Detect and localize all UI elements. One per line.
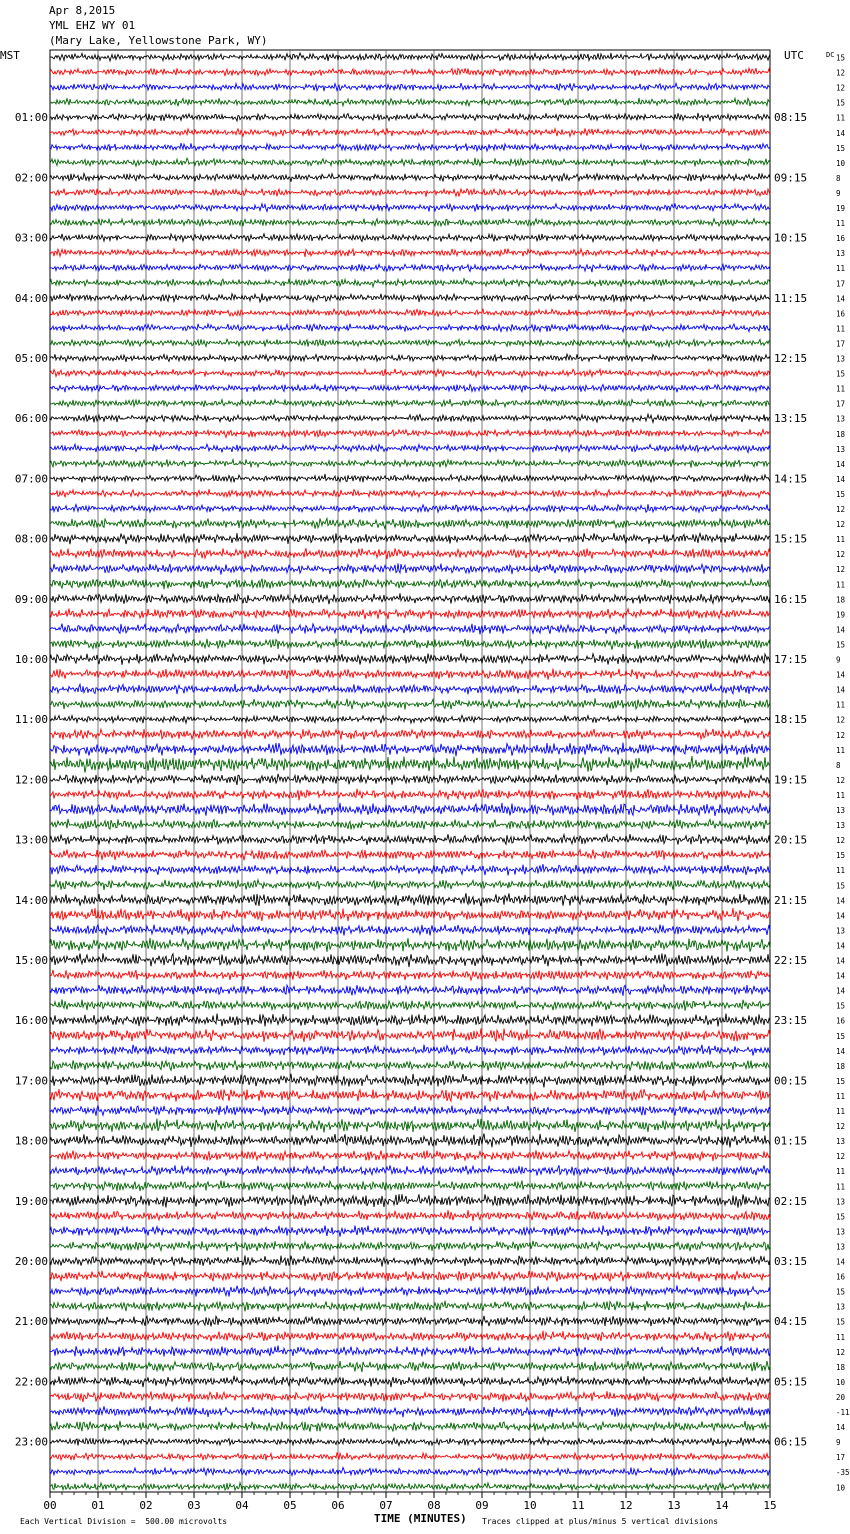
trace-line (50, 834, 770, 845)
dc-offset-label: 14 (836, 971, 846, 981)
left-hour-label: 08:00 (14, 532, 48, 546)
left-hour-label: 18:00 (14, 1134, 48, 1148)
trace-line (50, 294, 770, 303)
trace-line (50, 385, 770, 393)
dc-offset-label: -35 (836, 1468, 850, 1478)
dc-offset-label: 12 (836, 505, 846, 514)
left-hour-label: 23:00 (14, 1435, 48, 1449)
trace-line (50, 143, 770, 151)
trace-line (50, 880, 770, 890)
trace-line (50, 324, 770, 332)
left-hour-label: 22:00 (14, 1375, 48, 1389)
dc-offset-label: 16 (836, 309, 846, 319)
dc-offset-label: 11 (836, 535, 846, 545)
left-hour-label: 04:00 (14, 291, 48, 305)
right-hour-label: 04:15 (774, 1315, 808, 1329)
footer-scale-note: Each Vertical Division = 500.00 microvolts (20, 1517, 228, 1526)
left-hour-label: 09:00 (14, 592, 48, 606)
trace-line (50, 519, 770, 529)
trace-line (50, 1105, 770, 1116)
trace-line (50, 609, 770, 620)
right-hour-label: 22:15 (774, 954, 808, 967)
dc-offset-label: 11 (836, 1107, 846, 1116)
right-hour-label: 01:15 (774, 1134, 808, 1148)
dc-offset-label: 13 (836, 1302, 846, 1312)
dc-offset-label: 15 (836, 53, 846, 63)
dc-offset-label: 14 (836, 128, 846, 138)
dc-offset-label: 10 (836, 1483, 846, 1493)
dc-offset-label: 11 (836, 1332, 846, 1342)
right-hour-label: 12:15 (774, 352, 808, 365)
dc-offset-label: 13 (836, 1242, 846, 1252)
footer-clip-note: Traces clipped at plus/minus 5 vertical divisions (482, 1517, 719, 1526)
dc-offset-label: 18 (836, 1362, 846, 1372)
dc-offset-label: 12 (836, 1122, 846, 1132)
trace-line (50, 789, 770, 800)
dc-offset-label: 12 (836, 1347, 846, 1357)
dc-offset-label: 14 (836, 1046, 846, 1056)
dc-offset-label: 9 (836, 1438, 841, 1448)
dc-offset-label: 14 (836, 956, 846, 966)
trace-line (50, 1391, 770, 1402)
trace-line (50, 128, 770, 136)
trace-line (50, 563, 770, 574)
dc-offset-label: 15 (836, 1212, 846, 1222)
trace-line (50, 1483, 770, 1491)
dc-offset-label: 10 (836, 1377, 846, 1387)
right-hour-label: 14:15 (774, 472, 808, 486)
trace-line (50, 669, 770, 680)
dc-offset-label: 16 (836, 1016, 846, 1026)
trace-line (50, 1165, 770, 1175)
dc-offset-label: 12 (836, 520, 846, 530)
trace-line (50, 925, 770, 936)
dc-offset-label: 14 (836, 459, 846, 469)
dc-offset-label: -11 (836, 1408, 850, 1417)
trace-line (50, 113, 770, 121)
trace-line (50, 399, 770, 407)
trace-line (50, 369, 770, 377)
dc-offset-label: 12 (836, 730, 846, 740)
dc-offset-label: 11 (836, 264, 846, 274)
station-location: (Mary Lake, Yellowstone Park, WY) (49, 34, 268, 47)
trace-line (50, 68, 770, 76)
x-tick-label: 03 (187, 1499, 201, 1512)
trace-line (50, 864, 770, 875)
x-tick-label: 02 (139, 1499, 153, 1512)
trace-line (50, 1028, 770, 1042)
trace-line (50, 429, 770, 437)
right-hour-label: 16:15 (774, 592, 808, 606)
dc-offset-label: 18 (836, 1061, 846, 1071)
left-hour-label: 03:00 (14, 231, 48, 245)
left-hour-label: 10:00 (14, 653, 48, 666)
dc-offset-label: 14 (836, 1423, 846, 1433)
trace-line (50, 1225, 770, 1236)
x-tick-label: 15 (763, 1499, 777, 1512)
trace-line (50, 1256, 770, 1267)
dc-offset-label: 13 (836, 414, 846, 424)
dc-offset-label: 15 (836, 369, 846, 379)
trace-line (50, 624, 770, 635)
dc-offset-label: 18 (836, 429, 846, 439)
dc-offset-label: 15 (836, 1287, 846, 1297)
dc-offset-label: 12 (836, 83, 846, 93)
trace-line (50, 756, 770, 773)
dc-offset-label: 8 (836, 760, 841, 770)
x-tick-label: 07 (379, 1499, 393, 1512)
trace-line (50, 1210, 770, 1221)
right-hour-label: 23:15 (774, 1014, 808, 1028)
x-tick-label: 05 (283, 1499, 297, 1512)
dc-offset-label: 14 (836, 911, 846, 921)
dc-offset-label: 14 (836, 670, 846, 680)
right-hour-label: 17:15 (774, 653, 808, 666)
trace-line (50, 1331, 770, 1342)
dc-offset-label: 14 (836, 1257, 846, 1267)
trace-line (50, 953, 770, 967)
dc-offset-label: 13 (836, 1227, 846, 1237)
trace-line (50, 474, 770, 482)
dc-offset-label: 11 (836, 1182, 846, 1192)
dc-offset-label: 11 (836, 1167, 846, 1177)
trace-line (50, 970, 770, 980)
left-hour-label: 11:00 (14, 713, 48, 727)
trace-line (50, 339, 770, 347)
trace-line (50, 729, 770, 740)
dc-offset-label: 15 (836, 489, 846, 499)
left-hour-label: 14:00 (14, 893, 48, 907)
dc-offset-label: 17 (836, 399, 846, 409)
right-hour-label: 21:15 (774, 893, 808, 907)
left-hour-label: 13:00 (14, 833, 48, 847)
left-hour-label: 07:00 (14, 472, 48, 486)
trace-line (50, 1301, 770, 1312)
trace-line (50, 743, 770, 757)
right-hour-label: 10:15 (774, 231, 808, 245)
trace-line (50, 279, 770, 287)
dc-offset-label: 8 (836, 173, 841, 183)
trace-line (50, 1376, 770, 1388)
x-tick-label: 10 (523, 1499, 537, 1512)
dc-offset-label: 15 (836, 640, 846, 650)
trace-line (50, 1000, 770, 1011)
dc-offset-label: 11 (836, 113, 846, 123)
right-hour-label: 19:15 (774, 773, 808, 787)
dc-offset-label: 16 (836, 234, 846, 244)
dc-offset-label: 12 (836, 68, 846, 78)
dc-offset-label: 9 (836, 188, 841, 198)
left-axis-label: MST (0, 49, 20, 62)
dc-offset-label: 13 (836, 821, 846, 831)
dc-offset-label: 19 (836, 610, 846, 620)
dc-offset-label: 11 (836, 700, 846, 710)
dc-offset-label: 12 (836, 565, 846, 575)
x-tick-label: 01 (91, 1499, 105, 1512)
dc-offset-label: 9 (836, 655, 841, 665)
right-hour-label: 06:15 (774, 1435, 808, 1449)
trace-line (50, 849, 770, 860)
dc-offset-label: 15 (836, 143, 846, 153)
dc-offset-label: 15 (836, 98, 846, 108)
trace-line (50, 444, 770, 452)
trace-line (50, 698, 770, 709)
trace-line (50, 204, 770, 212)
trace-line (50, 1134, 770, 1148)
right-hour-label: 18:15 (774, 713, 808, 727)
left-hour-label: 15:00 (14, 954, 48, 967)
trace-line (50, 1074, 770, 1088)
trace-line (50, 504, 770, 512)
dc-offset-label: 14 (836, 896, 846, 906)
dc-offset-label: 13 (836, 806, 846, 815)
dc-offset-label: 13 (836, 1137, 846, 1147)
dc-offset-label: 13 (836, 1197, 846, 1207)
trace-line (50, 414, 770, 422)
dc-offset-label: 11 (836, 384, 846, 394)
dc-offset-label: 12 (836, 715, 846, 725)
right-axis-label: UTC (784, 49, 804, 62)
dc-offset-label: 12 (836, 1152, 846, 1162)
dc-offset-label: 13 (836, 249, 846, 259)
trace-line (50, 1452, 770, 1460)
dc-offset-label: 19 (836, 204, 846, 213)
x-tick-label: 13 (667, 1499, 681, 1512)
dc-offset-label: 11 (836, 745, 846, 755)
trace-line (50, 1438, 770, 1446)
chart-date: Apr 8,2015 (49, 4, 116, 17)
right-hour-label: 02:15 (774, 1194, 808, 1208)
right-hour-label: 11:15 (774, 291, 808, 305)
trace-line (50, 1316, 770, 1327)
dc-offset-label: 14 (836, 294, 846, 304)
trace-line (50, 173, 770, 181)
dc-offset-label: 17 (836, 1453, 846, 1463)
trace-line (50, 684, 770, 695)
left-hour-label: 19:00 (14, 1194, 48, 1208)
dc-offset-label: 11 (836, 790, 846, 800)
right-hour-label: 00:15 (774, 1074, 808, 1088)
left-hour-label: 12:00 (14, 773, 48, 787)
trace-line (50, 1180, 770, 1191)
dc-offset-label: 15 (836, 1031, 846, 1041)
trace-line (50, 548, 770, 559)
dc-offset-label: 16 (836, 1272, 846, 1282)
right-hour-label: 20:15 (774, 833, 808, 847)
dc-offset-label: 13 (836, 926, 846, 936)
x-tick-label: 14 (715, 1499, 729, 1512)
trace-line (50, 803, 770, 816)
x-tick-label: 09 (475, 1499, 489, 1512)
trace-line (50, 53, 770, 61)
dc-offset-label: 11 (836, 580, 846, 590)
dc-offset-label: 14 (836, 685, 846, 695)
left-hour-label: 06:00 (14, 412, 48, 426)
dc-offset-label: 15 (836, 851, 846, 861)
left-hour-label: 01:00 (14, 111, 48, 125)
trace-line (50, 893, 770, 906)
right-hour-label: 13:15 (774, 412, 808, 426)
trace-line (50, 234, 770, 242)
trace-line (50, 1271, 770, 1282)
dc-offset-label: 13 (836, 354, 846, 364)
trace-line (50, 908, 770, 921)
trace-line (50, 1286, 770, 1297)
dc-offset-label: 15 (836, 1001, 846, 1011)
trace-line (50, 1089, 770, 1102)
right-hour-label: 09:15 (774, 171, 808, 185)
trace-line (50, 579, 770, 590)
trace-line (50, 1119, 770, 1133)
trace-line (50, 189, 770, 197)
dc-offset-label: 14 (836, 986, 846, 996)
trace-line (50, 1241, 770, 1251)
dc-label: DC (826, 51, 835, 59)
trace-line (50, 774, 770, 785)
right-hour-label: 15:15 (774, 532, 808, 546)
trace-line (50, 264, 770, 273)
trace-line (50, 1406, 770, 1417)
dc-offset-label: 12 (836, 836, 846, 846)
dc-offset-label: 10 (836, 158, 846, 168)
dc-offset-label: 12 (836, 775, 846, 785)
trace-line (50, 1014, 770, 1027)
trace-line (50, 1150, 770, 1161)
dc-offset-label: 14 (836, 474, 846, 484)
trace-line (50, 938, 770, 952)
x-axis-title: TIME (MINUTES) (374, 1512, 467, 1525)
x-tick-label: 00 (43, 1499, 57, 1512)
trace-line (50, 309, 770, 317)
x-tick-label: 04 (235, 1499, 249, 1512)
dc-offset-label: 12 (836, 550, 846, 560)
trace-line (50, 1467, 770, 1475)
dc-offset-label: 11 (836, 324, 846, 334)
dc-offset-label: 11 (836, 219, 846, 229)
trace-line (50, 985, 770, 996)
station-code: YML EHZ WY 01 (49, 19, 136, 32)
trace-line (50, 219, 770, 227)
trace-line (50, 715, 770, 723)
trace-line (50, 1361, 770, 1372)
trace-line (50, 1421, 770, 1432)
right-hour-label: 03:15 (774, 1255, 808, 1268)
dc-offset-label: 15 (836, 881, 846, 891)
dc-offset-label: 13 (836, 444, 846, 454)
dc-offset-label: 20 (836, 1392, 846, 1402)
trace-line (50, 819, 770, 830)
dc-offset-label: 11 (836, 1091, 846, 1101)
trace-line (50, 593, 770, 604)
trace-line (50, 98, 770, 106)
trace-line (50, 459, 770, 467)
x-tick-label: 11 (571, 1499, 585, 1512)
trace-line (50, 248, 770, 257)
left-hour-label: 02:00 (14, 171, 48, 185)
trace-line (50, 639, 770, 650)
trace-line (50, 489, 770, 497)
x-tick-label: 06 (331, 1499, 345, 1512)
left-hour-label: 17:00 (14, 1074, 48, 1088)
trace-line (50, 354, 770, 362)
left-hour-label: 16:00 (14, 1014, 48, 1028)
dc-offset-label: 18 (836, 595, 846, 605)
trace-line (50, 1194, 770, 1208)
left-hour-label: 21:00 (14, 1315, 48, 1329)
right-hour-label: 05:15 (774, 1375, 808, 1389)
x-tick-label: 12 (619, 1499, 633, 1512)
trace-line (50, 1045, 770, 1056)
trace-line (50, 83, 770, 91)
trace-line (50, 653, 770, 665)
right-hour-label: 08:15 (774, 111, 808, 125)
dc-offset-label: 17 (836, 339, 846, 349)
dc-offset-label: 11 (836, 866, 846, 876)
dc-offset-label: 14 (836, 941, 846, 951)
left-hour-label: 05:00 (14, 352, 48, 365)
trace-line (50, 158, 770, 166)
trace-line (50, 1346, 770, 1357)
dc-offset-label: 15 (836, 1076, 846, 1086)
dc-offset-label: 14 (836, 625, 846, 635)
left-hour-label: 20:00 (14, 1255, 48, 1268)
dc-offset-label: 15 (836, 1317, 846, 1327)
trace-line (50, 533, 770, 544)
dc-offset-label: 17 (836, 279, 846, 289)
trace-line (50, 1060, 770, 1070)
x-tick-label: 08 (427, 1499, 441, 1512)
